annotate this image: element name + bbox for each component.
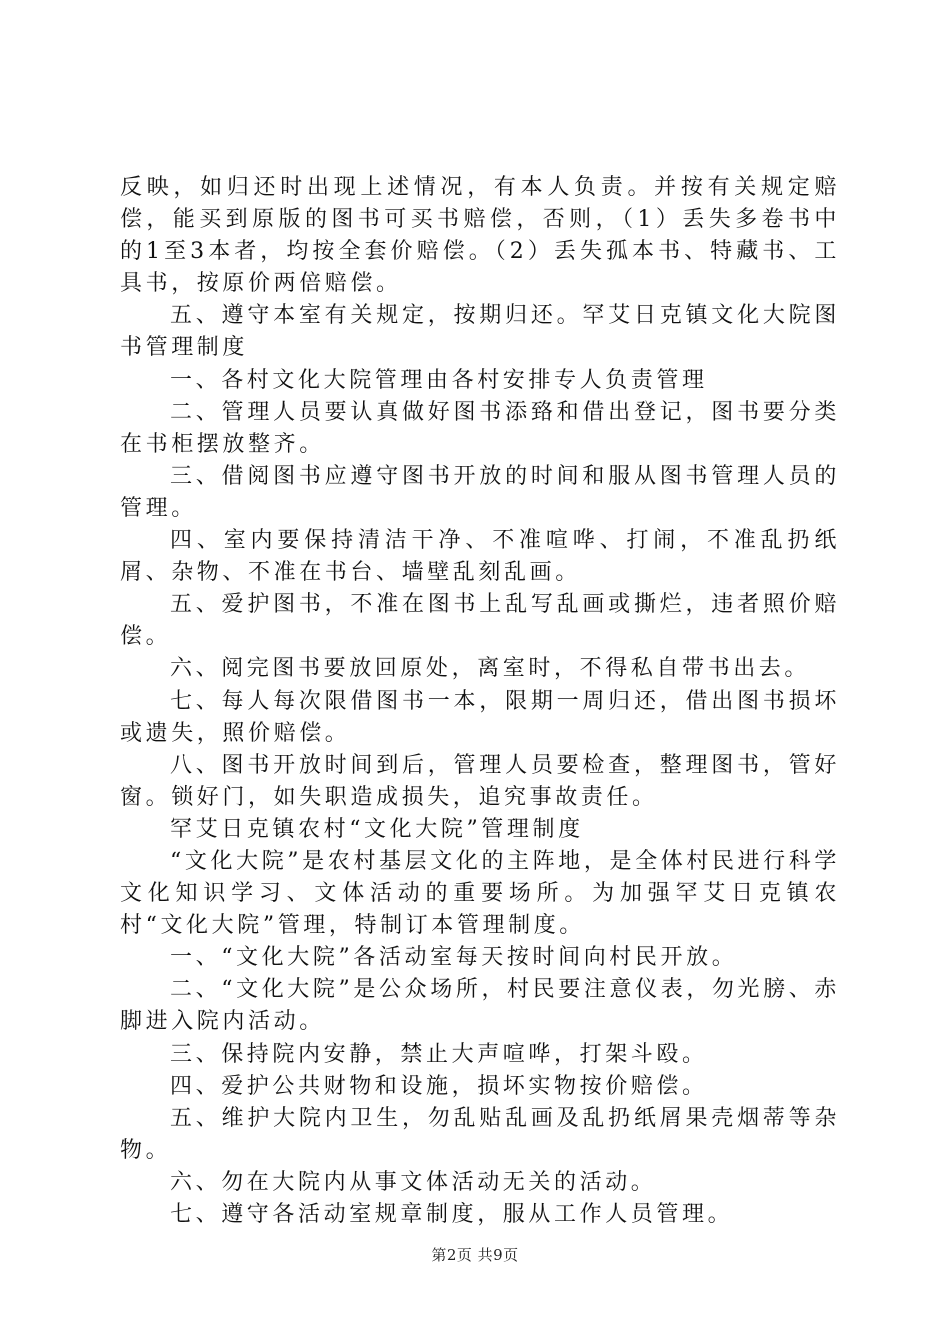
paragraph: 二、管理人员要认真做好图书添臵和借出登记，图书要分类在书柜摆放整齐。 — [120, 399, 840, 457]
paragraph: 四、室内要保持清洁干净、不准喧哗、打闹，不准乱扔纸屑、杂物、不准在书台、墙壁乱刻乱画。 — [120, 528, 840, 586]
paragraph: 八、图书开放时间到后，管理人员要检查，整理图书，管好窗。锁好门，如失职造成损失，追究事故责任。 — [120, 752, 840, 810]
paragraph: 七、遵守各活动室规章制度，服从工作人员管理。 — [170, 1202, 734, 1227]
paragraph: 三、借阅图书应遵守图书开放的时间和服从图书管理人员的管理。 — [120, 463, 840, 521]
paragraph: 四、爱护公共财物和设施，损坏实物按价赔偿。 — [170, 1073, 708, 1099]
paragraph: 一、“文化大院”各活动室每天按时间向村民开放。 — [170, 945, 738, 971]
paragraph: 六、勿在大院内从事文体活动无关的活动。 — [170, 1169, 657, 1195]
document-body — [120, 172, 840, 1231]
paragraph: “文化大院”是农村基层文化的主阵地，是全体村民进行科学文化知识学习、文体活动的重要场所。为加强罕艾日克镇农村“文化大院”管理，特制订本管理制度。 — [120, 848, 840, 939]
paragraph: 七、每人每次限借图书一本，限期一周归还，借出图书损坏或遗失，照价赔偿。 — [120, 688, 840, 746]
paragraph: 三、保持院内安静，禁止大声喧哗，打架斗殴。 — [170, 1041, 708, 1067]
paragraph: 二、“文化大院”是公众场所，村民要注意仪表，勿光膀、赤脚进入院内活动。 — [120, 977, 840, 1035]
page-number-footer: 第2页 共9页 — [431, 1246, 519, 1264]
paragraph: 六、阅完图书要放回原处，离室时，不得私自带书出去。 — [170, 656, 811, 682]
paragraph: 反映，如归还时出现上述情况，有本人负责。并按有关规定赔偿，能买到原版的图书可买书赔偿，否则，（1）丢失多卷书中的1至3本者，均按全套价赔偿。（2）丢失孤本书、特藏书、工具书，按原价两倍赔偿。 — [120, 175, 840, 297]
section-heading: 罕艾日克镇农村“文化大院”管理制度 — [170, 816, 584, 842]
paragraph: 五、爱护图书，不准在图书上乱写乱画或撕烂，违者照价赔偿。 — [120, 592, 840, 650]
paragraph: 一、各村文化大院管理由各村安排专人负责管理 — [170, 367, 708, 393]
paragraph: 五、维护大院内卫生，勿乱贴乱画及乱扔纸屑果壳烟蒂等杂物。 — [120, 1105, 840, 1163]
paragraph: 五、遵守本室有关规定，按期归还。罕艾日克镇文化大院图书管理制度 — [120, 303, 840, 361]
